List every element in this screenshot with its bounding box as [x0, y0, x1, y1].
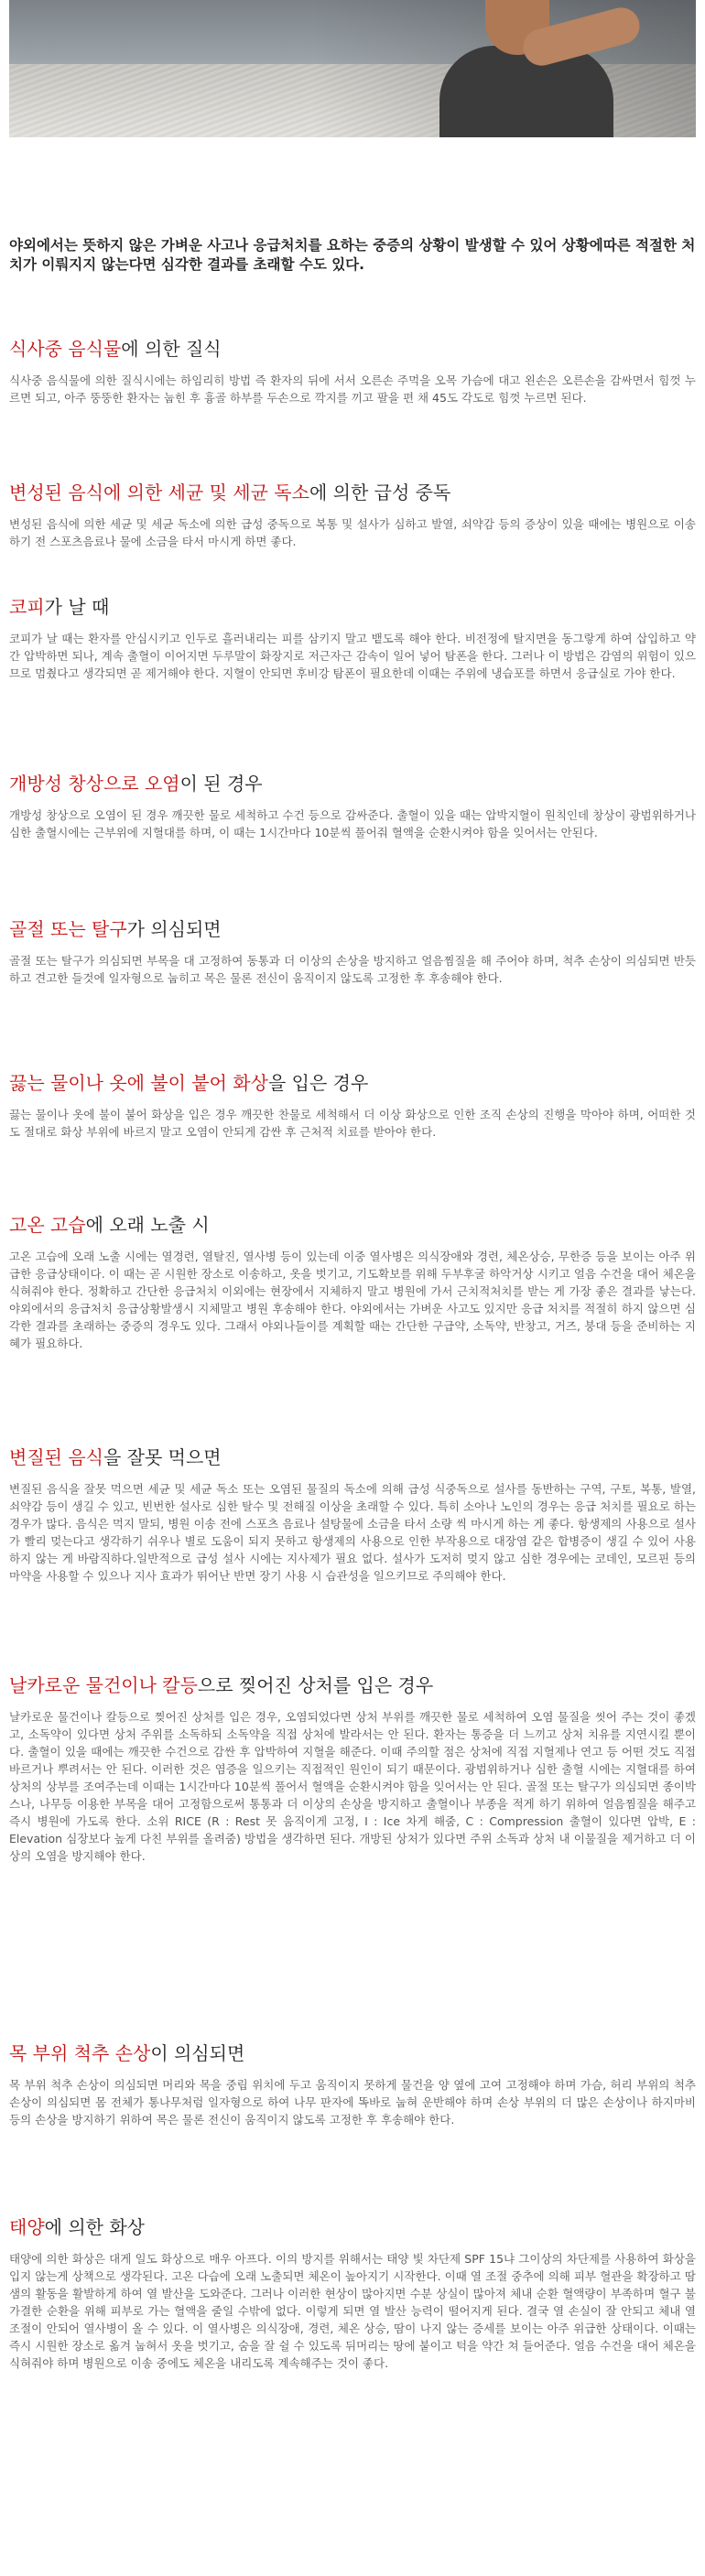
section-title — [9, 337, 696, 361]
section-title-rest: 을 입은 경우 — [267, 1072, 369, 1094]
section-body: 날카로운 물건이나 칼등으로 찢어진 상처를 입은 경우, 오염되었다면 상처 부위를 깨끗한 물로 세척하여 오염 물질을 씻어 주는 것이 좋겠고, 소독약이 있다면 상처 주위를 소독하되 소독약을 직접 상처에 발라서는 안 된다. 환자는 통증을 더 느끼고 상처 치유를 지연시킬 뿐이다. 출혈이 있을 때에는 깨끗한 수건으로 감싼 후 압박하여 지혈을 해준다. 이때 주의할 점은 상처에 직접 지혈제나 연고 등 어떤 것도 직접 바르거나 뿌려서는 안 된다. 이러한 것은 염증을 일으키는 직접적인 원인이 되기 때문이다. 광범위하거나 심한 출혈 시에는 지혈대를 하여 상처의 상부를 조여주는데 이때는 1시간마다 10분씩 풀어서 혈액을 순환시켜야 함을 잊어서는 안 된다. 골절 또는 탈구가 의심되면 종이박스나, 나무등 이용한 부목을 대어 고정함으로써 통통과 더 이상의 손상을 방지하고 출혈이나 부종을 적게 하기 위하여 얼음찜질을 해주고 즉시 병원에 가도록 한다. 소위 RICE (R : Rest 못 움직이게 고정, I : Ice 차게 해줌, C : Compression 출혈이 있다면 압박, E : Elevation 심장보다 높게 다친 부위를 올려줌) 방법을 생각하면 된다. 개방된 상처가 있다면 주위 소독과 상처 내 이물질을 제거하고 더 이상의 오염을 방지해야 한다. — [9, 1710, 696, 1863]
section-scald-burn — [9, 1071, 696, 1141]
section-title-highlight: 변성된 음식에 의한 세균 및 세균 독소 — [9, 482, 309, 503]
section-heat-exposure — [9, 1213, 696, 1352]
section-title-highlight: 개방성 창상으로 오염 — [9, 773, 180, 795]
section-spinal-injury — [9, 2041, 696, 2128]
section-title-highlight: 변질된 음식 — [9, 1446, 103, 1468]
section-title-highlight: 끓는 물이나 옷에 불이 붙어 화상 — [9, 1072, 268, 1094]
section-body: 골절 또는 탈구가 의심되면 부목을 대 고정하여 동통과 더 이상의 손상을 방지하고 얼음찜질을 해 주어야 하며, 척추 손상이 의심되면 반듯하고 견고한 들것에 일자형으로 눕히고 목은 물론 전신이 움직이지 않도록 고정한 후 후송해야 한다. — [9, 954, 696, 985]
section-body: 개방성 창상으로 오염이 된 경우 깨끗한 물로 세척하고 수건 등으로 감싸준다. 출혈이 있을 때는 압박지혈이 원칙인데 창상이 광범위하거나 심한 출혈시에는 근부위에 지혈대를 하며, 이 때는 1시간마다 10분씩 풀어줘 혈액을 순환시켜야 함을 잊어서는 안된다. — [9, 808, 696, 839]
section-body: 끓는 물이나 옷에 불이 붙어 화상을 입은 경우 깨끗한 찬물로 세척해서 더 이상 화상으로 인한 조직 손상의 진행을 막아야 하며, 어떠한 것도 절대로 화상 부위에 바르지 말고 오염이 안되게 감싼 후 근처적 치료를 받아야 한다. — [9, 1108, 696, 1139]
section-title-rest: 에 의한 화상 — [44, 2216, 145, 2238]
section-laceration — [9, 1673, 696, 1865]
intro-text: 야외에서는 뜻하지 않은 가벼운 사고나 응급처치를 요하는 중증의 상황이 발생할 수 있어 상황에따른 적절한 처치가 이뤄지지 않는다면 심각한 결과를 초래할 수도 있다. — [9, 237, 696, 273]
section-title-rest: 가 날 때 — [44, 596, 110, 618]
section-title — [9, 2041, 696, 2065]
section-title — [9, 1213, 696, 1237]
section-food-poisoning — [9, 481, 696, 550]
section-body: 변질된 음식을 잘못 먹으면 세균 및 세균 독소 또는 오염된 물질의 독소에 의해 급성 식중독으로 설사를 동반하는 구역, 구토, 복통, 발열, 쇠약감 등이 생길 수 있고, 빈번한 설사로 심한 탈수 및 전해질 이상을 초래할 수 있다. 특히 소아나 노인의 경우는 응급 처치를 필요로 하는 경우가 많다. 음식은 먹지 말되, 병원 이송 전에 스포츠 음료나 설탕물에 소금을 타서 소량 씩 마시게 하는 게 좋다. 항생제의 사용으로 설사가 빨리 멎는다고 생각하기 쉬우나 별로 도움이 되지 못하고 항생제의 사용으로 인한 부작용으로 대장염 같은 합병증이 생길 수 있어 사용하지 않는 게 바람직하다.일반적으로 급성 설사 시에는 지사제가 필요 없다. 설사가 도저히 멎지 않고 심한 경우에는 코데인, 모르핀 등의 마약을 사용할 수 있으나 지사 효과가 뛰어난 반면 장기 사용 시 습관성을 일으키므로 주의해야 한다. — [9, 1482, 696, 1583]
section-title-highlight: 태양 — [9, 2216, 45, 2238]
section-title — [9, 772, 696, 796]
section-title-highlight: 고온 고습 — [9, 1214, 86, 1236]
section-title-rest: 이 의심되면 — [150, 2042, 245, 2064]
section-title — [9, 917, 696, 941]
section-title-rest: 가 의심되면 — [126, 918, 222, 940]
section-nosebleed — [9, 595, 696, 682]
section-title — [9, 1445, 696, 1469]
section-title-highlight: 골절 또는 탈구 — [9, 918, 127, 940]
section-body: 고온 고습에 오래 노출 시에는 열경련, 열탈진, 열사병 등이 있는데 이중 열사병은 의식장애와 경련, 체온상승, 무한증 등을 보이는 아주 위급한 응급상태이다. 이 때는 곧 시원한 장소로 이송하고, 옷을 벗기고, 기도확보를 위해 두부후굴 하악거상 시키고 얼음 수건을 대어 체온을 식혀줘야 한다. 정확하고 간단한 응급처치 이외에는 현장에서 지체하지 말고 병원에 가서 근치적처치를 받는 게 가장 좋은 결과를 낳는다. 야외에서의 응급처치 응급상황발생시 지체말고 병원 후송해야 한다. 야외에서는 가벼운 사고도 있지만 응급 처치를 적절히 하지 않으면 심각한 결과를 초래하는 중증의 경우도 있다. 그래서 야외나들이를 계획할 때는 간단한 구급약, 소독약, 반창고, 거즈, 붕대 등을 준비하는 지혜가 필요하다. — [9, 1250, 696, 1350]
section-body: 식사중 음식물에 의한 질식시에는 하임리히 방법 즉 환자의 뒤에 서서 오른손 주먹을 오목 가슴에 대고 왼손은 오른손을 감싸면서 힘껏 누르면 되고, 아주 뚱뚱한 환자는 눕힌 후 흉골 하부를 두손으로 깍지를 끼고 팔을 편 채 45도 각도로 힘껏 누르면 된다. — [9, 373, 696, 405]
section-body: 변성된 음식에 의한 세균 및 세균 독소에 의한 급성 중독으로 복통 및 설사가 심하고 발열, 쇠약감 등의 증상이 있을 때에는 병원으로 이송하기 전 스포츠음료나 물에 소금을 타서 마시게 하면 좋다. — [9, 517, 696, 548]
section-title-highlight: 목 부위 척추 손상 — [9, 2042, 151, 2064]
section-title-highlight: 코피 — [9, 596, 45, 618]
section-choking — [9, 337, 696, 406]
section-title-rest: 으로 찢어진 상처를 입은 경우 — [197, 1674, 434, 1696]
section-title — [9, 2215, 696, 2239]
section-title — [9, 1673, 696, 1697]
section-title — [9, 595, 696, 619]
hero-image — [9, 0, 696, 137]
section-title-rest: 을 잘못 먹으면 — [103, 1446, 222, 1468]
section-open-wound — [9, 772, 696, 841]
section-title-rest: 이 된 경우 — [179, 773, 263, 795]
section-title — [9, 1071, 696, 1095]
section-title-highlight: 날카로운 물건이나 칼등 — [9, 1674, 198, 1696]
section-title-rest: 에 의한 급성 중독 — [309, 482, 451, 503]
section-body: 목 부위 척추 손상이 의심되면 머리와 목을 중립 위치에 두고 움직이지 못하게 물건을 양 옆에 고여 고정해야 하며 가슴, 허리 부위의 척추 손상이 의심되면 몸 전체가 통나무처럼 일자형으로 하여 나무 판자에 똑바로 눕혀 운반해야 하며 손상 부위의 더 많은 손상이나 하지마비 등의 손상을 방지하기 위하여 목은 물론 전신이 움직이지 않도록 고정한 후 후송해야 한다. — [9, 2078, 696, 2127]
section-body: 태양에 의한 화상은 대게 일도 화상으로 매우 아프다. 이의 방지를 위해서는 태양 빛 차단제 SPF 15냐 그이상의 차단제를 사용하여 화상을 입지 않는게 상책으로 생각된다. 고온 다습에 오래 노출되면 체온이 높아지기 시작한다. 이때 열 조절 중추에 의해 피부 혈관을 확장하고 땀샘의 활동을 활발하게 하여 열 발산을 도와준다. 그러나 이러한 현상이 많아지면 수분 상실이 많아져 체내 순환 혈액량이 부족하며 혈구 불가결한 순환을 위해 피부로 가는 혈액을 줄일 수밖에 없다. 이렇게 되면 열 발산 능력이 떨어지게 된다. 결국 열 손실이 잘 안되고 체내 열 조절이 안되어 열사병이 올 수 있다. 이 열사병은 의식장애, 경련, 체온 상승, 땀이 나지 않는 증세를 보이는 아주 위급한 상태이다. 이때는 즉시 시원한 장소로 옮겨 눕혀서 옷을 벗기고, 숨을 잘 쉴 수 있도록 뒤머리는 땅에 붙이고 턱을 약간 쳐 들어준다. 얼음 수건을 대어 체온을 식혀줘야 하며 병원으로 이송 중에도 체온을 내리도록 계속해주는 것이 좋다. — [9, 2252, 696, 2370]
section-fracture — [9, 917, 696, 987]
section-title-rest: 에 의한 질식 — [121, 338, 222, 360]
section-spoiled-food — [9, 1445, 696, 1585]
section-body: 코피가 날 때는 환자를 안심시키고 인두로 흘러내리는 피를 삼키지 말고 뱉도록 해야 한다. 비전정에 탈지면을 동그랗게 하여 삽입하고 약간 압박하면 되나, 계속 출혈이 이어지면 두루말이 화장지로 저근자근 감속이 일어 넣어 탐폰을 한다. 그러나 이 방법은 감염의 위험이 있으므로 멈췄다고 생각되면 곧 제거해야 한다. 지혈이 안되면 후비강 탐폰이 필요한데 이때는 주위에 냉습포를 하면서 응급실로 가야 한다. — [9, 632, 696, 680]
section-sunburn — [9, 2215, 696, 2372]
hero-person-body — [439, 46, 613, 137]
section-title-rest: 에 오래 노출 시 — [85, 1214, 210, 1236]
section-title — [9, 481, 696, 504]
section-title-highlight: 식사중 음식물 — [9, 338, 122, 360]
